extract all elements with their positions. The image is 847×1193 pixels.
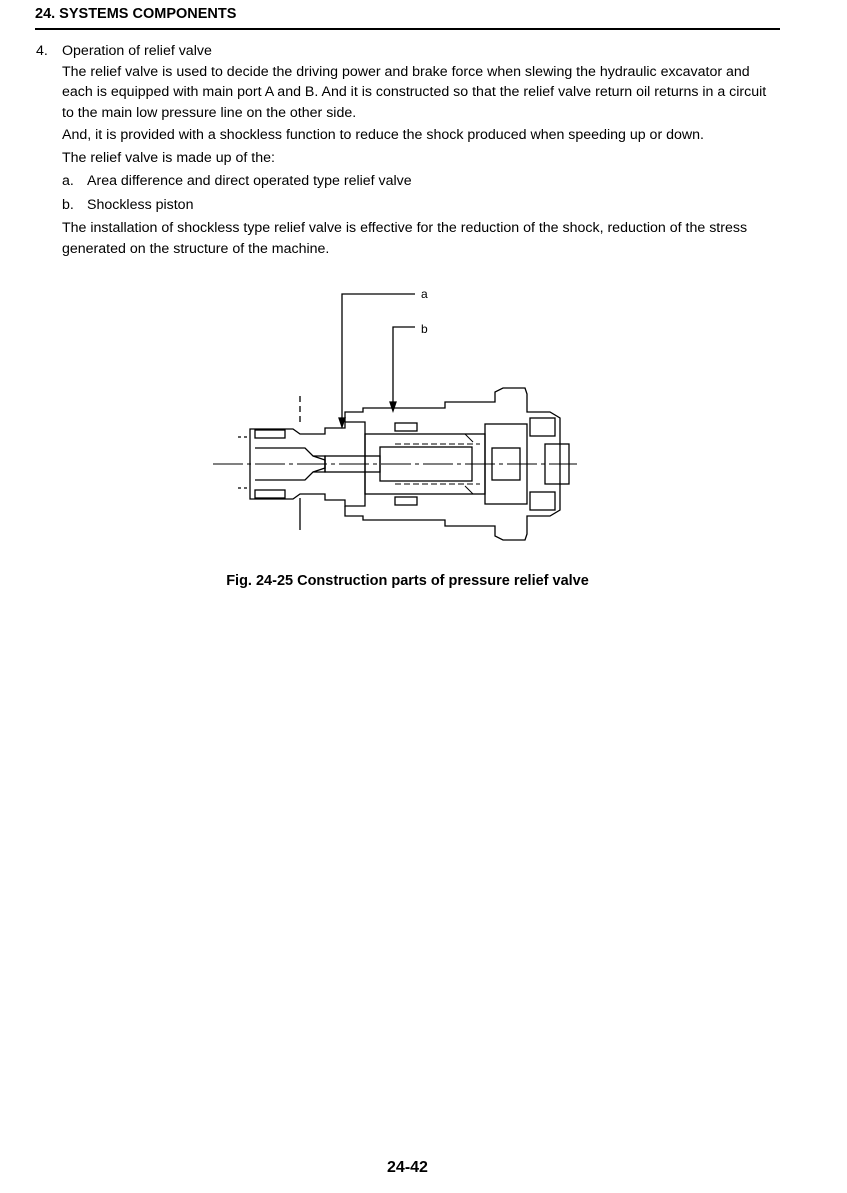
leader-line-a xyxy=(342,294,415,424)
cap-bottom xyxy=(530,492,555,510)
list-item xyxy=(62,195,781,216)
header-divider xyxy=(35,28,780,30)
seal-bottom xyxy=(395,497,417,505)
page-number xyxy=(0,1159,847,1177)
label-a: a xyxy=(421,287,428,301)
thread-bottom xyxy=(255,490,285,498)
label-b: b xyxy=(421,322,428,336)
arrow-head-a xyxy=(339,418,345,427)
paragraph-purpose: The relief valve is used to decide the driving power and brake force when slewing the hydraulic excavator and each is equipped with main port A and B. And it is constructed so that the relief valve return oil returns in a circuit to the main low pressure line on the other side. xyxy=(62,63,767,121)
thread-top xyxy=(255,430,285,438)
hatch-2 xyxy=(465,486,473,494)
section-operation-relief-valve xyxy=(36,41,781,261)
list-marker: a. xyxy=(62,173,74,189)
cap-top xyxy=(530,418,555,436)
relief-valve-diagram xyxy=(205,284,585,548)
leader-line-b xyxy=(393,327,415,406)
section-number: 4. xyxy=(36,43,48,59)
page-number-text: 24-42 xyxy=(387,1159,428,1176)
paragraph-made-up: The relief valve is made up of the: xyxy=(62,149,275,166)
seal-top xyxy=(395,423,417,431)
list-item xyxy=(62,171,781,192)
paragraph-closing: The installation of shockless type relief valve is effective for the reduction of the shock, reduction of the stress generated on the structure of the machine. xyxy=(62,220,748,257)
arrow-head-b xyxy=(390,402,396,411)
figure-caption xyxy=(0,573,847,589)
section-heading xyxy=(36,41,781,62)
paragraph-shockless: And, it is provided with a shockless function to reduce the shock produced when speeding up or down. xyxy=(62,127,704,143)
section-title: Operation of relief valve xyxy=(62,43,212,59)
list-text: Shockless piston xyxy=(87,196,194,213)
page-header-title: 24. SYSTEMS COMPONENTS xyxy=(35,6,237,22)
figure-caption-text: Fig. 24-25 Construction parts of pressure relief valve xyxy=(226,573,589,589)
list-text: Area difference and direct operated type relief valve xyxy=(87,173,412,189)
list-marker: b. xyxy=(62,196,74,213)
hatch-1 xyxy=(465,434,473,442)
